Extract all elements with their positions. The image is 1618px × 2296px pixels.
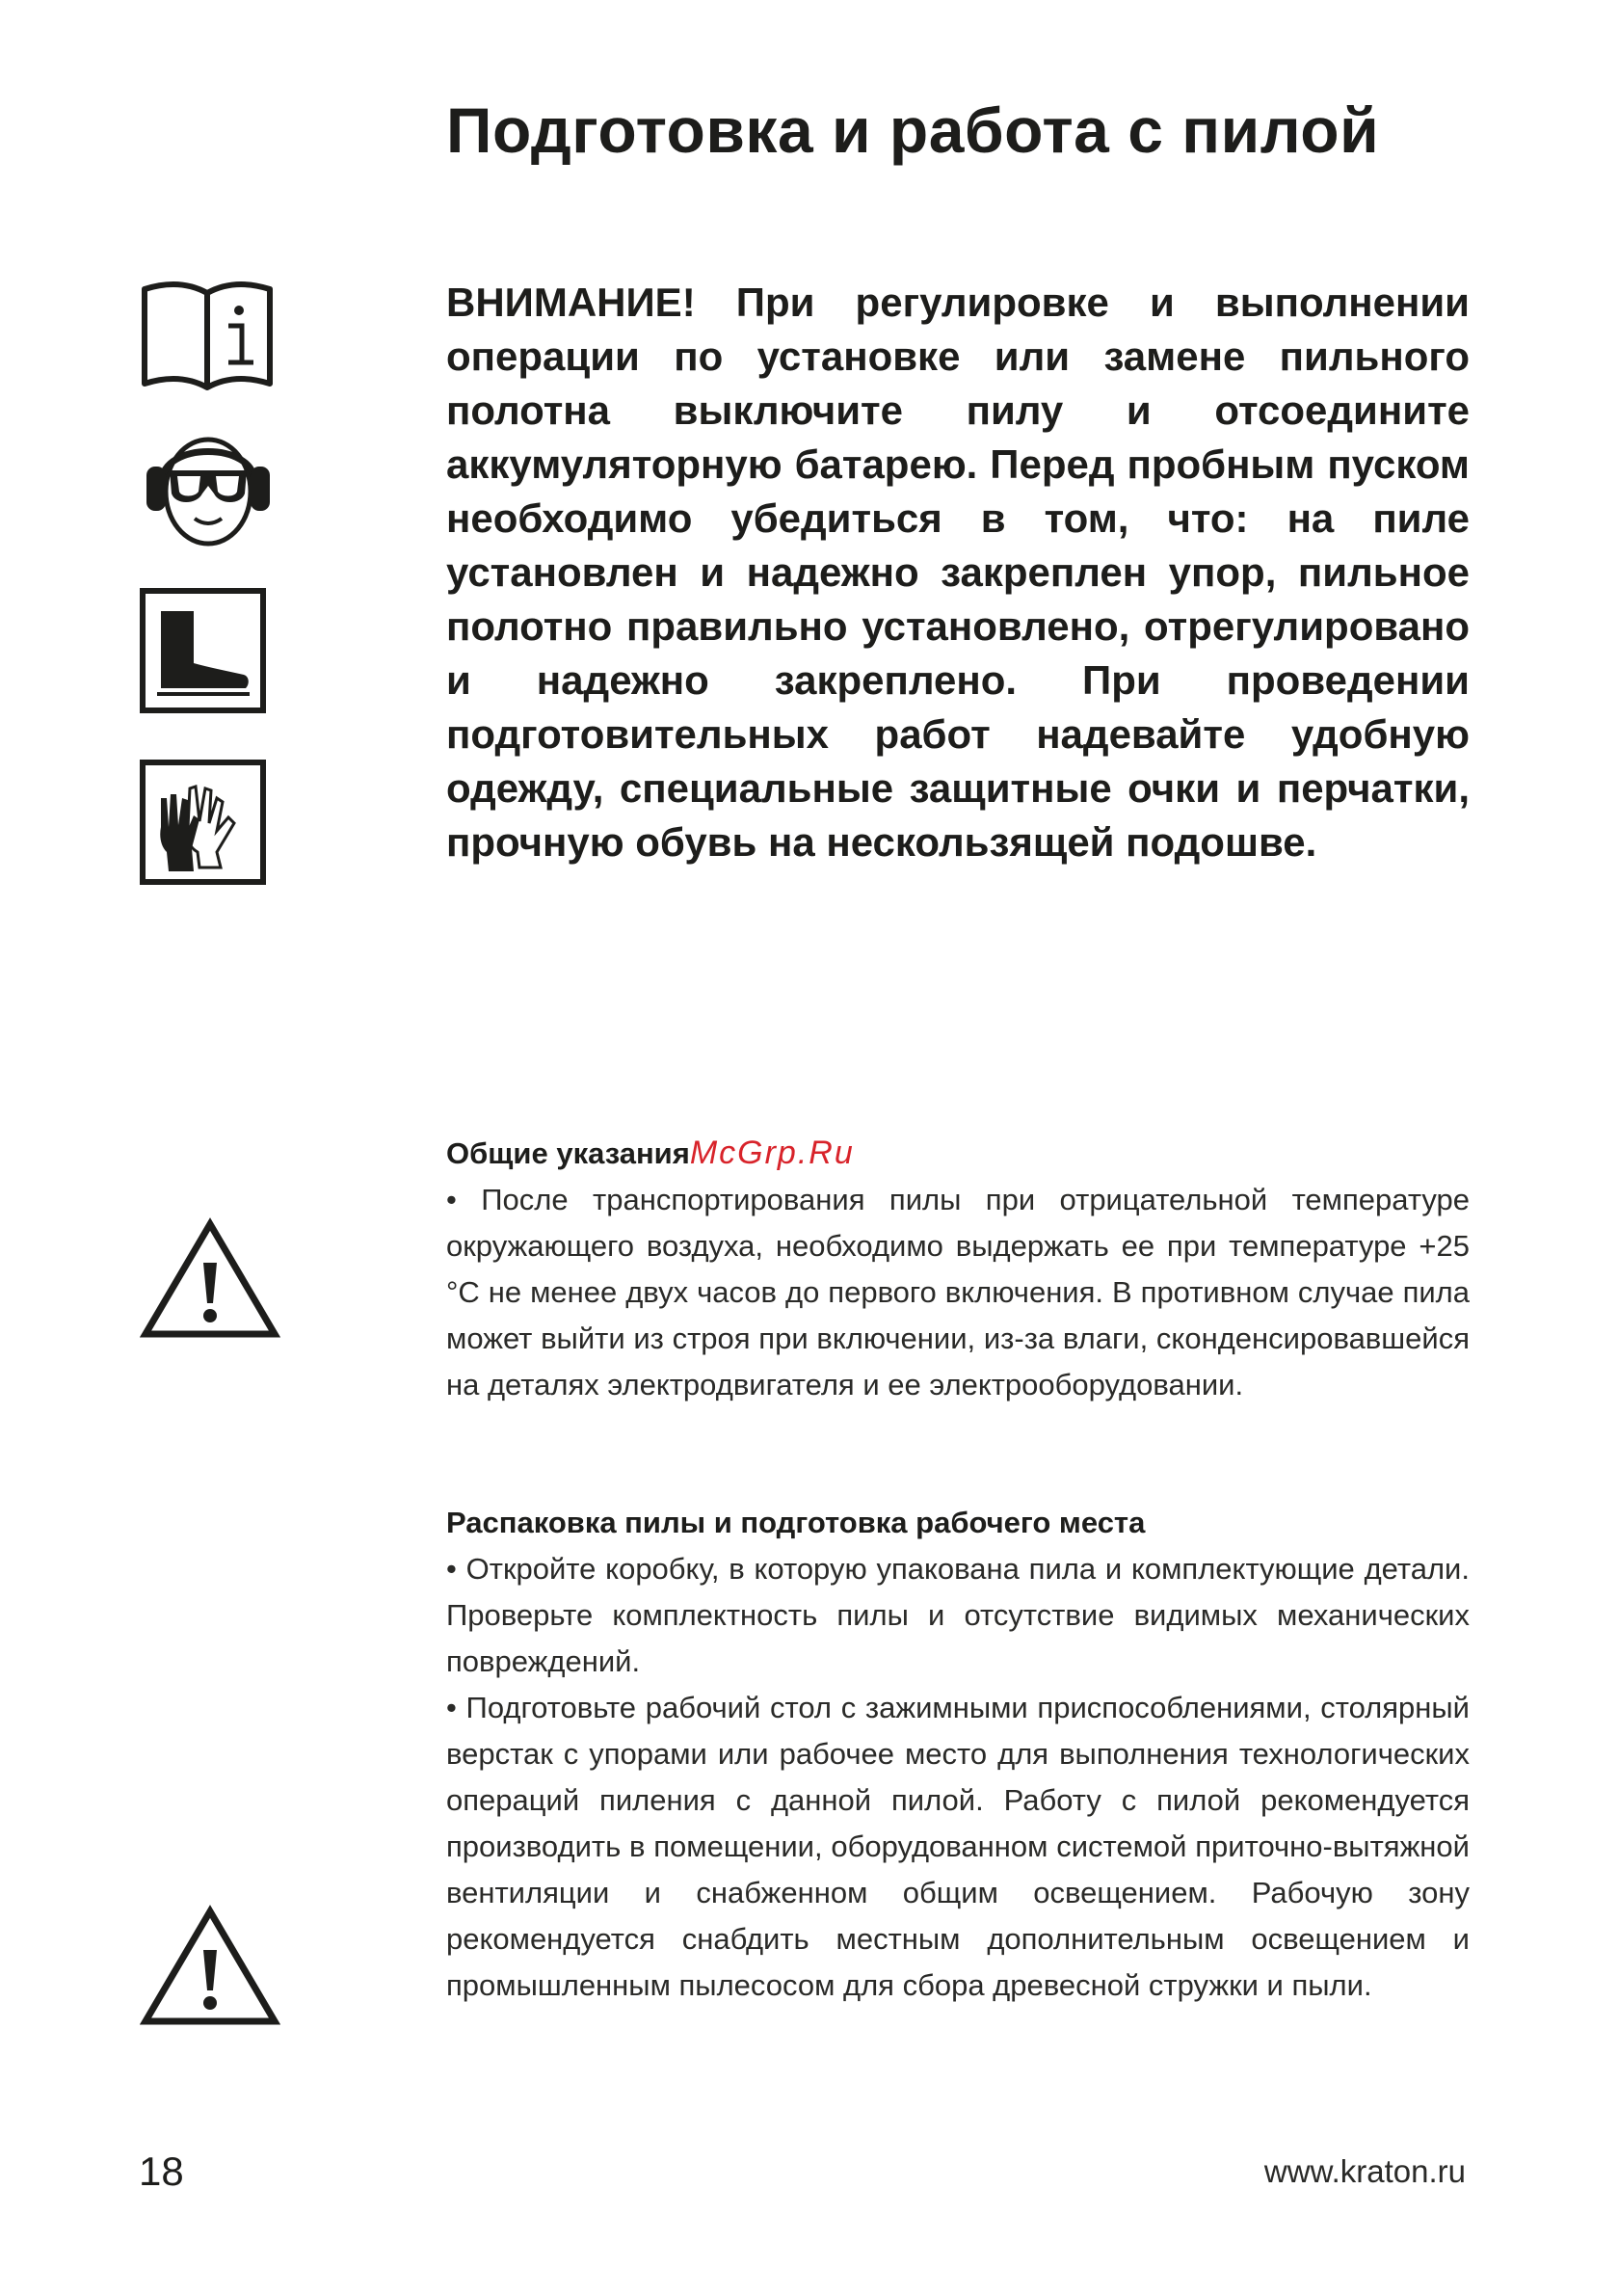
section-heading xyxy=(446,1130,1470,1177)
page-number: 18 xyxy=(139,2149,184,2194)
boot-icon xyxy=(140,588,266,713)
paragraph: • После транспортирования пилы при отрицательной температуре окружающего воздуха, необходимо выдержать ее при температуре +25 °С не менее двух часов до первого включения. В противном случае пила может выйти из строя при включении, из-за влаги, сконденсировавшейся на деталях электродвигателя и ее электрооборудовании. xyxy=(446,1183,1470,1402)
gloves-icon xyxy=(140,760,266,885)
page-title: Подготовка и работа с пилой xyxy=(446,94,1380,166)
manual-info-icon xyxy=(140,280,275,393)
section-heading-text: Общие указания xyxy=(446,1136,690,1170)
section-heading: Распаковка пилы и подготовка рабочего места xyxy=(446,1506,1146,1539)
website-link[interactable]: www.kraton.ru xyxy=(1263,2153,1466,2189)
section-unpacking xyxy=(446,1500,1470,2009)
section-general xyxy=(446,1130,1470,1408)
warning-triangle-icon xyxy=(140,1216,280,1340)
paragraph: • Откройте коробку, в которую упакована пила и комплектующие детали. Проверьте комплектность пилы и отсутствие видимых механических повреждений. xyxy=(446,1552,1470,1678)
warning-triangle-icon xyxy=(140,1904,280,2027)
warning-text: ВНИМАНИЕ! При регулировке и выполнении операции по установке или замене пильного полотна выключите пилу и отсоедините аккумуляторную батарею. Перед пробным пуском необходимо убедиться в том, что: на пиле установлен и надежно закреплен упор, пильное полотно правильно установлено, отрегулировано и надежно закреплено. При проведении подготовительных работ надевайте удобную одежду, специальные защитные очки и перчатки, прочную обувь на нескользящей подошве. xyxy=(446,280,1470,865)
paragraph: • Подготовьте рабочий стол с зажимными приспособлениями, столярный верстак с упорами или рабочее место для выполнения технологических операций пиления с данной пилой. Работу с пилой рекомендуется производить в помещении, оборудованном системой приточно-вытяжной вентиляции и снабженном общим освещением. Рабочую зону рекомендуется снабдить местным дополнительным освещением и промышленным пылесосом для сбора древесной стружки и пыли. xyxy=(446,1691,1470,2002)
goggles-earmuffs-icon xyxy=(141,424,276,549)
watermark: McGrp.Ru xyxy=(689,1135,855,1171)
